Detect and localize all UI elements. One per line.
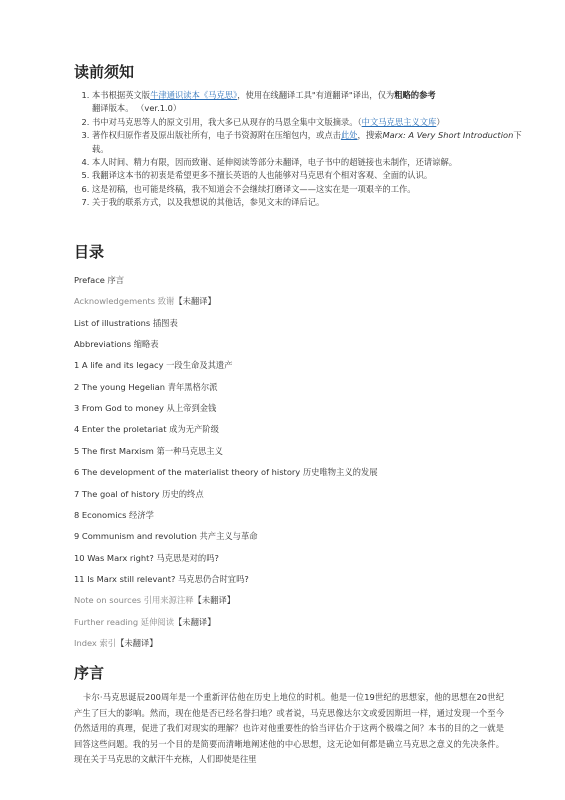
untranslated-tag: 【未翻译】: [174, 616, 216, 627]
preface-paragraph: 卡尔·马克思诞辰200周年是一个重新评估他在历史上地位的时机。他是一位19世纪的思想家，他的思想在20世纪产生了巨大的影响。然而，现在他是否已经名誉扫地？或者说，马克思像达尔文或爱因斯坦一样，通过发现一个至今仍然适用的真理，促进了我们对现实的理解？也许对他重要性的恰当评估介于这两个极端之间？本书的目的之一就是回答这些问题。我的另一个目的是简要而清晰地阐述他的中心思想，这无论如何都是确立马克思之意义的先决条件。现在关于马克思的文献汗牛充栋，人们即使是往里: [74, 692, 504, 764]
notice-list: [74, 89, 522, 210]
toc-item-label: 1 A life and its legacy 一段生命及其遗产: [74, 360, 233, 371]
untranslated-tag: 【未翻译】: [116, 637, 158, 648]
toc-item-label: 11 Is Marx still relevant? 马克思仍合时宜吗?: [74, 573, 249, 584]
notice-item-3: 3. 著作权归原作者及原出版社所有，电子书资源附在压缩包内，或点击此处，搜索Marx: A Very Short Introduction下载。: [92, 129, 522, 156]
toc-item-label: Index 索引: [74, 637, 117, 648]
toc-item-label: Acknowledgements 致谢: [74, 296, 175, 307]
toc-item-label: Note on sources 引用来源注释: [74, 595, 194, 606]
toc-item[interactable]: [74, 381, 217, 393]
toc-item[interactable]: [74, 423, 219, 435]
notice-item-1: 1. 本书根据英文版牛津通识读本《马克思》，使用在线翻译工具"有道翻译"译出，仅为粗略的参考翻译版本。 （ver.1.0）: [92, 89, 522, 116]
notice-item-7: 7. 关于我的联系方式，以及我想说的其他话，参见文末的译后记。: [92, 196, 522, 209]
toc-item-label: List of illustrations 插图表: [74, 317, 178, 328]
book-title-italic: Marx: A Very Short Introduction: [382, 130, 514, 141]
toc-item[interactable]: [74, 445, 223, 457]
toc-item-label: 9 Communism and revolution 共产主义与革命: [74, 531, 258, 542]
toc-item-label: 8 Economics 经济学: [74, 509, 154, 520]
notice-item-2: 2. 书中对马克思等人的原文引用，我大多已从现存的马恩全集中文版摘录。（中文马克思主义文库）: [92, 116, 522, 129]
bold-rough-reference: 粗略的参考: [394, 90, 436, 100]
preface-heading: 序言: [74, 664, 105, 682]
toc-item[interactable]: [74, 295, 216, 307]
toc-item-label: Abbreviations 缩略表: [74, 339, 159, 350]
toc-item-label: 10 Was Marx right? 马克思是对的吗?: [74, 552, 219, 563]
toc-item-label: 4 Enter the proletariat 成为无产阶级: [74, 424, 219, 435]
notice-item-5: 5. 我翻译这本书的初衷是希望更多不擅长英语的人也能够对马克思有个相对客观、全面的认识。: [92, 169, 522, 182]
toc-item[interactable]: [74, 552, 219, 564]
toc-item[interactable]: [74, 402, 216, 414]
untranslated-tag: 【未翻译】: [174, 296, 216, 307]
toc-item[interactable]: [74, 466, 378, 478]
toc-item[interactable]: [74, 338, 159, 350]
toc-item[interactable]: [74, 509, 154, 521]
toc-item-label: Further reading 延伸阅读: [74, 616, 174, 627]
notice-item-4: 4. 本人时间、精力有限，因而致谢、延伸阅读等部分未翻译，电子书中的超链接也未制作，还请谅解。: [92, 156, 522, 169]
toc-item-label: 2 The young Hegelian 青年黑格尔派: [74, 381, 218, 392]
toc-item-label: 7 The goal of history 历史的终点: [74, 488, 204, 499]
toc-item[interactable]: [74, 317, 178, 329]
link-marxists-archive[interactable]: 中文马克思主义文库: [361, 116, 437, 127]
toc-heading: 目录: [74, 243, 105, 261]
toc-item[interactable]: [74, 616, 216, 628]
notice-item-6: 6. 这是初稿，也可能是终稿，我不知道会不会继续打磨译文——这实在是一项艰辛的工作。: [92, 183, 522, 196]
toc-item[interactable]: [74, 488, 204, 500]
link-oxford-marx[interactable]: 牛津通识读本《马克思》: [150, 90, 238, 100]
notice-heading: 读前须知: [74, 63, 135, 81]
untranslated-tag: 【未翻译】: [193, 595, 236, 606]
toc-item[interactable]: [74, 573, 249, 585]
toc-item-label: 6 The development of the materialist theory of history 历史唯物主义的发展: [74, 467, 378, 478]
toc-item[interactable]: [74, 359, 233, 371]
toc-item[interactable]: [74, 274, 124, 286]
toc-item[interactable]: [74, 530, 258, 542]
toc-item-label: 5 The first Marxism 第一种马克思主义: [74, 445, 223, 456]
link-download-here[interactable]: 此处: [340, 130, 358, 141]
toc-item-label: Preface 序言: [74, 275, 125, 285]
toc-item[interactable]: [74, 594, 235, 606]
toc-item[interactable]: [74, 637, 158, 649]
toc-item-label: 3 From God to money 从上帝到金钱: [74, 403, 217, 414]
